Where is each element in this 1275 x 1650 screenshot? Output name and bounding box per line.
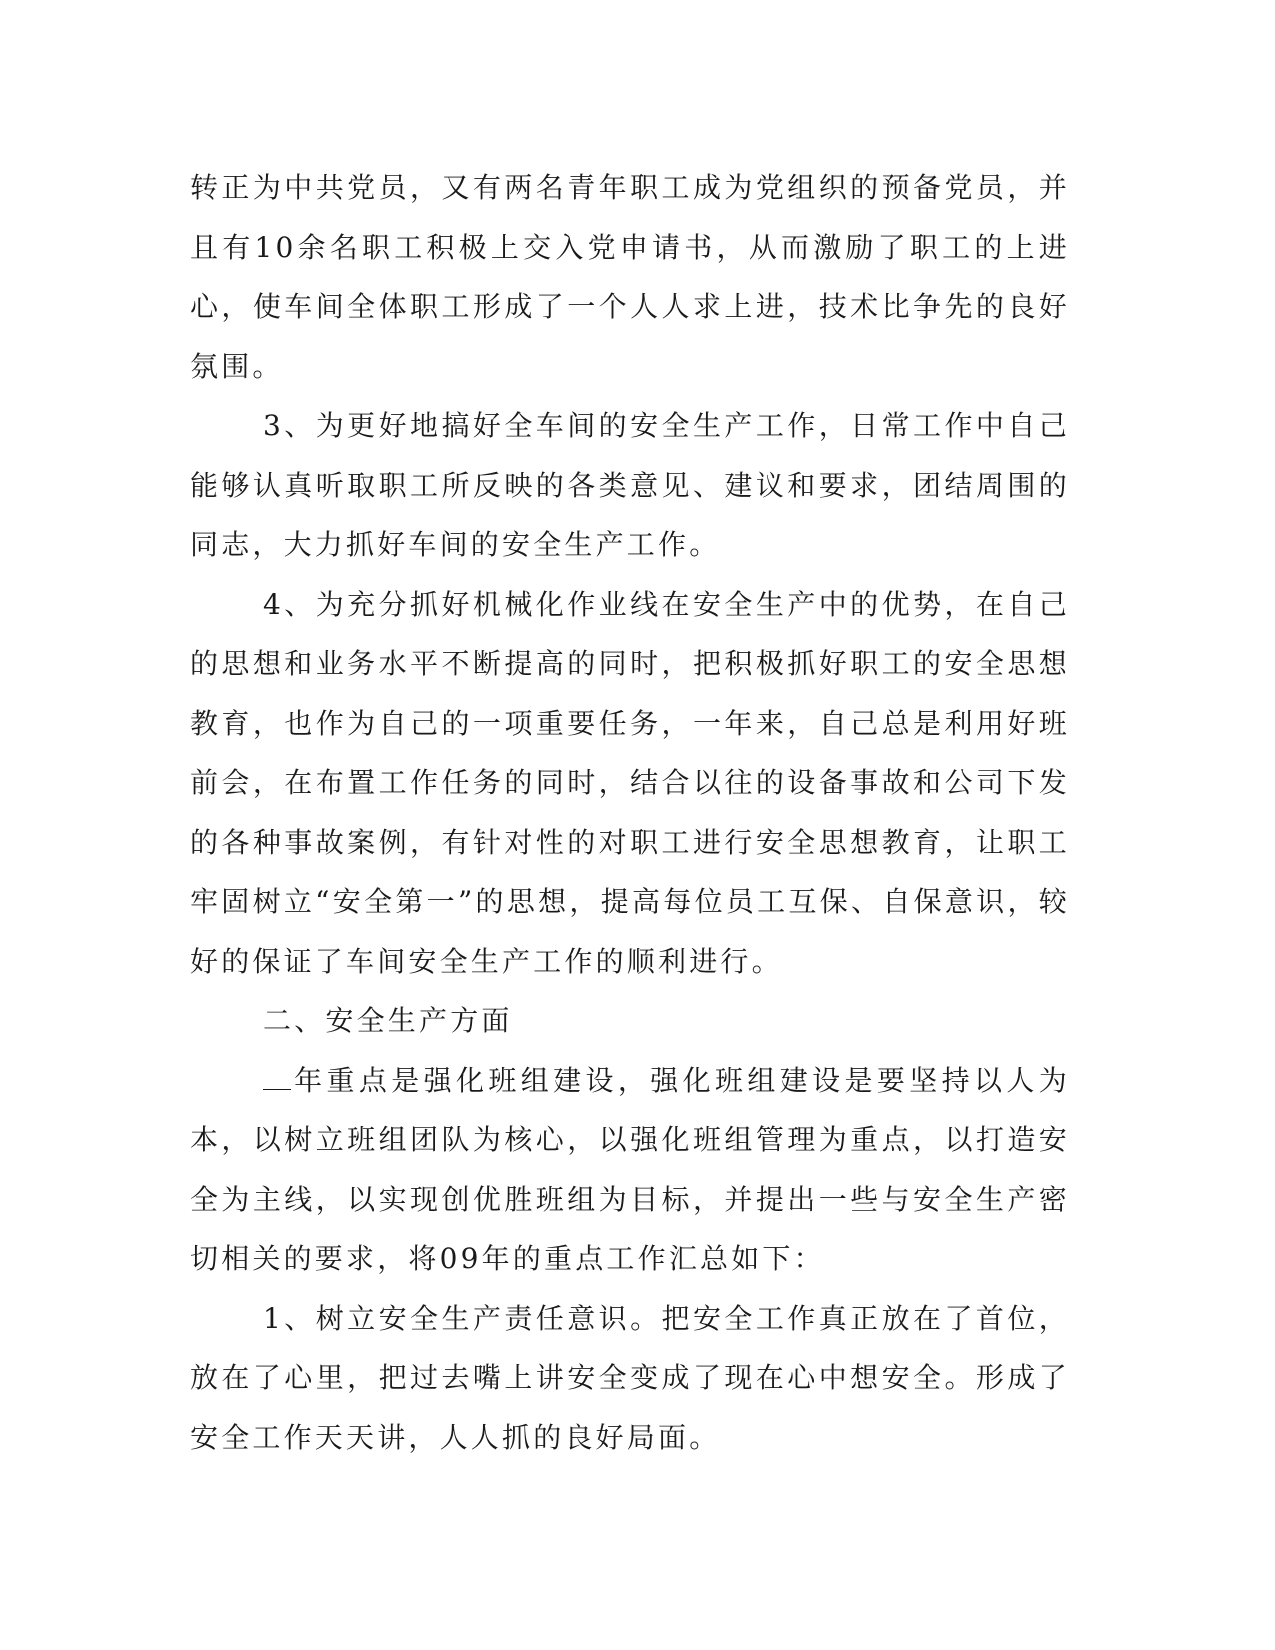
paragraph-continuation: 转正为中共党员，又有两名青年职工成为党组织的预备党员，并且有10余名职工积极上交入党申请书，从而激励了职工的上进心，使车间全体职工形成了一个人人求上进，技术比争先的良好氛围。 — [190, 171, 1070, 383]
document-body — [190, 158, 1070, 1467]
paragraph-item-3: 3、为更好地搞好全车间的安全生产工作，日常工作中自己能够认真听取职工所反映的各类意见、建议和要求，团结周围的同志，大力抓好车间的安全生产工作。 — [190, 409, 1070, 561]
section-heading-safety-production: 二、安全生产方面 — [263, 1004, 513, 1037]
year-blank-underline — [263, 1067, 291, 1090]
paragraph-section-2-intro-text: 年重点是强化班组建设，强化班组建设是要坚持以人为本，以树立班组团队为核心，以强化班组管理为重点，以打造安全为主线，以实现创优胜班组为目标，并提出一些与安全生产密切相关的要求，将09年的重点工作汇总如下： — [190, 1063, 1070, 1275]
paragraph-item-4: 4、为充分抓好机械化作业线在安全生产中的优势，在自己的思想和业务水平不断提高的同时，把积极抓好职工的安全思想教育，也作为自己的一项重要任务，一年来，自己总是利用好班前会，在布置工作任务的同时，结合以往的设备事故和公司下发的各种事故案例，有针对性的对职工进行安全思想教育，让职工牢固树立“安全第一”的思想，提高每位员工互保、自保意识，较好的保证了车间安全生产工作的顺利进行。 — [190, 587, 1070, 978]
paragraph-section-2-intro — [190, 1051, 1070, 1289]
paragraph-section-2-item-1: 1、树立安全生产责任意识。把安全工作真正放在了首位，放在了心里，把过去嘴上讲安全变成了现在心中想安全。形成了安全工作天天讲，人人抓的良好局面。 — [190, 1301, 1070, 1454]
